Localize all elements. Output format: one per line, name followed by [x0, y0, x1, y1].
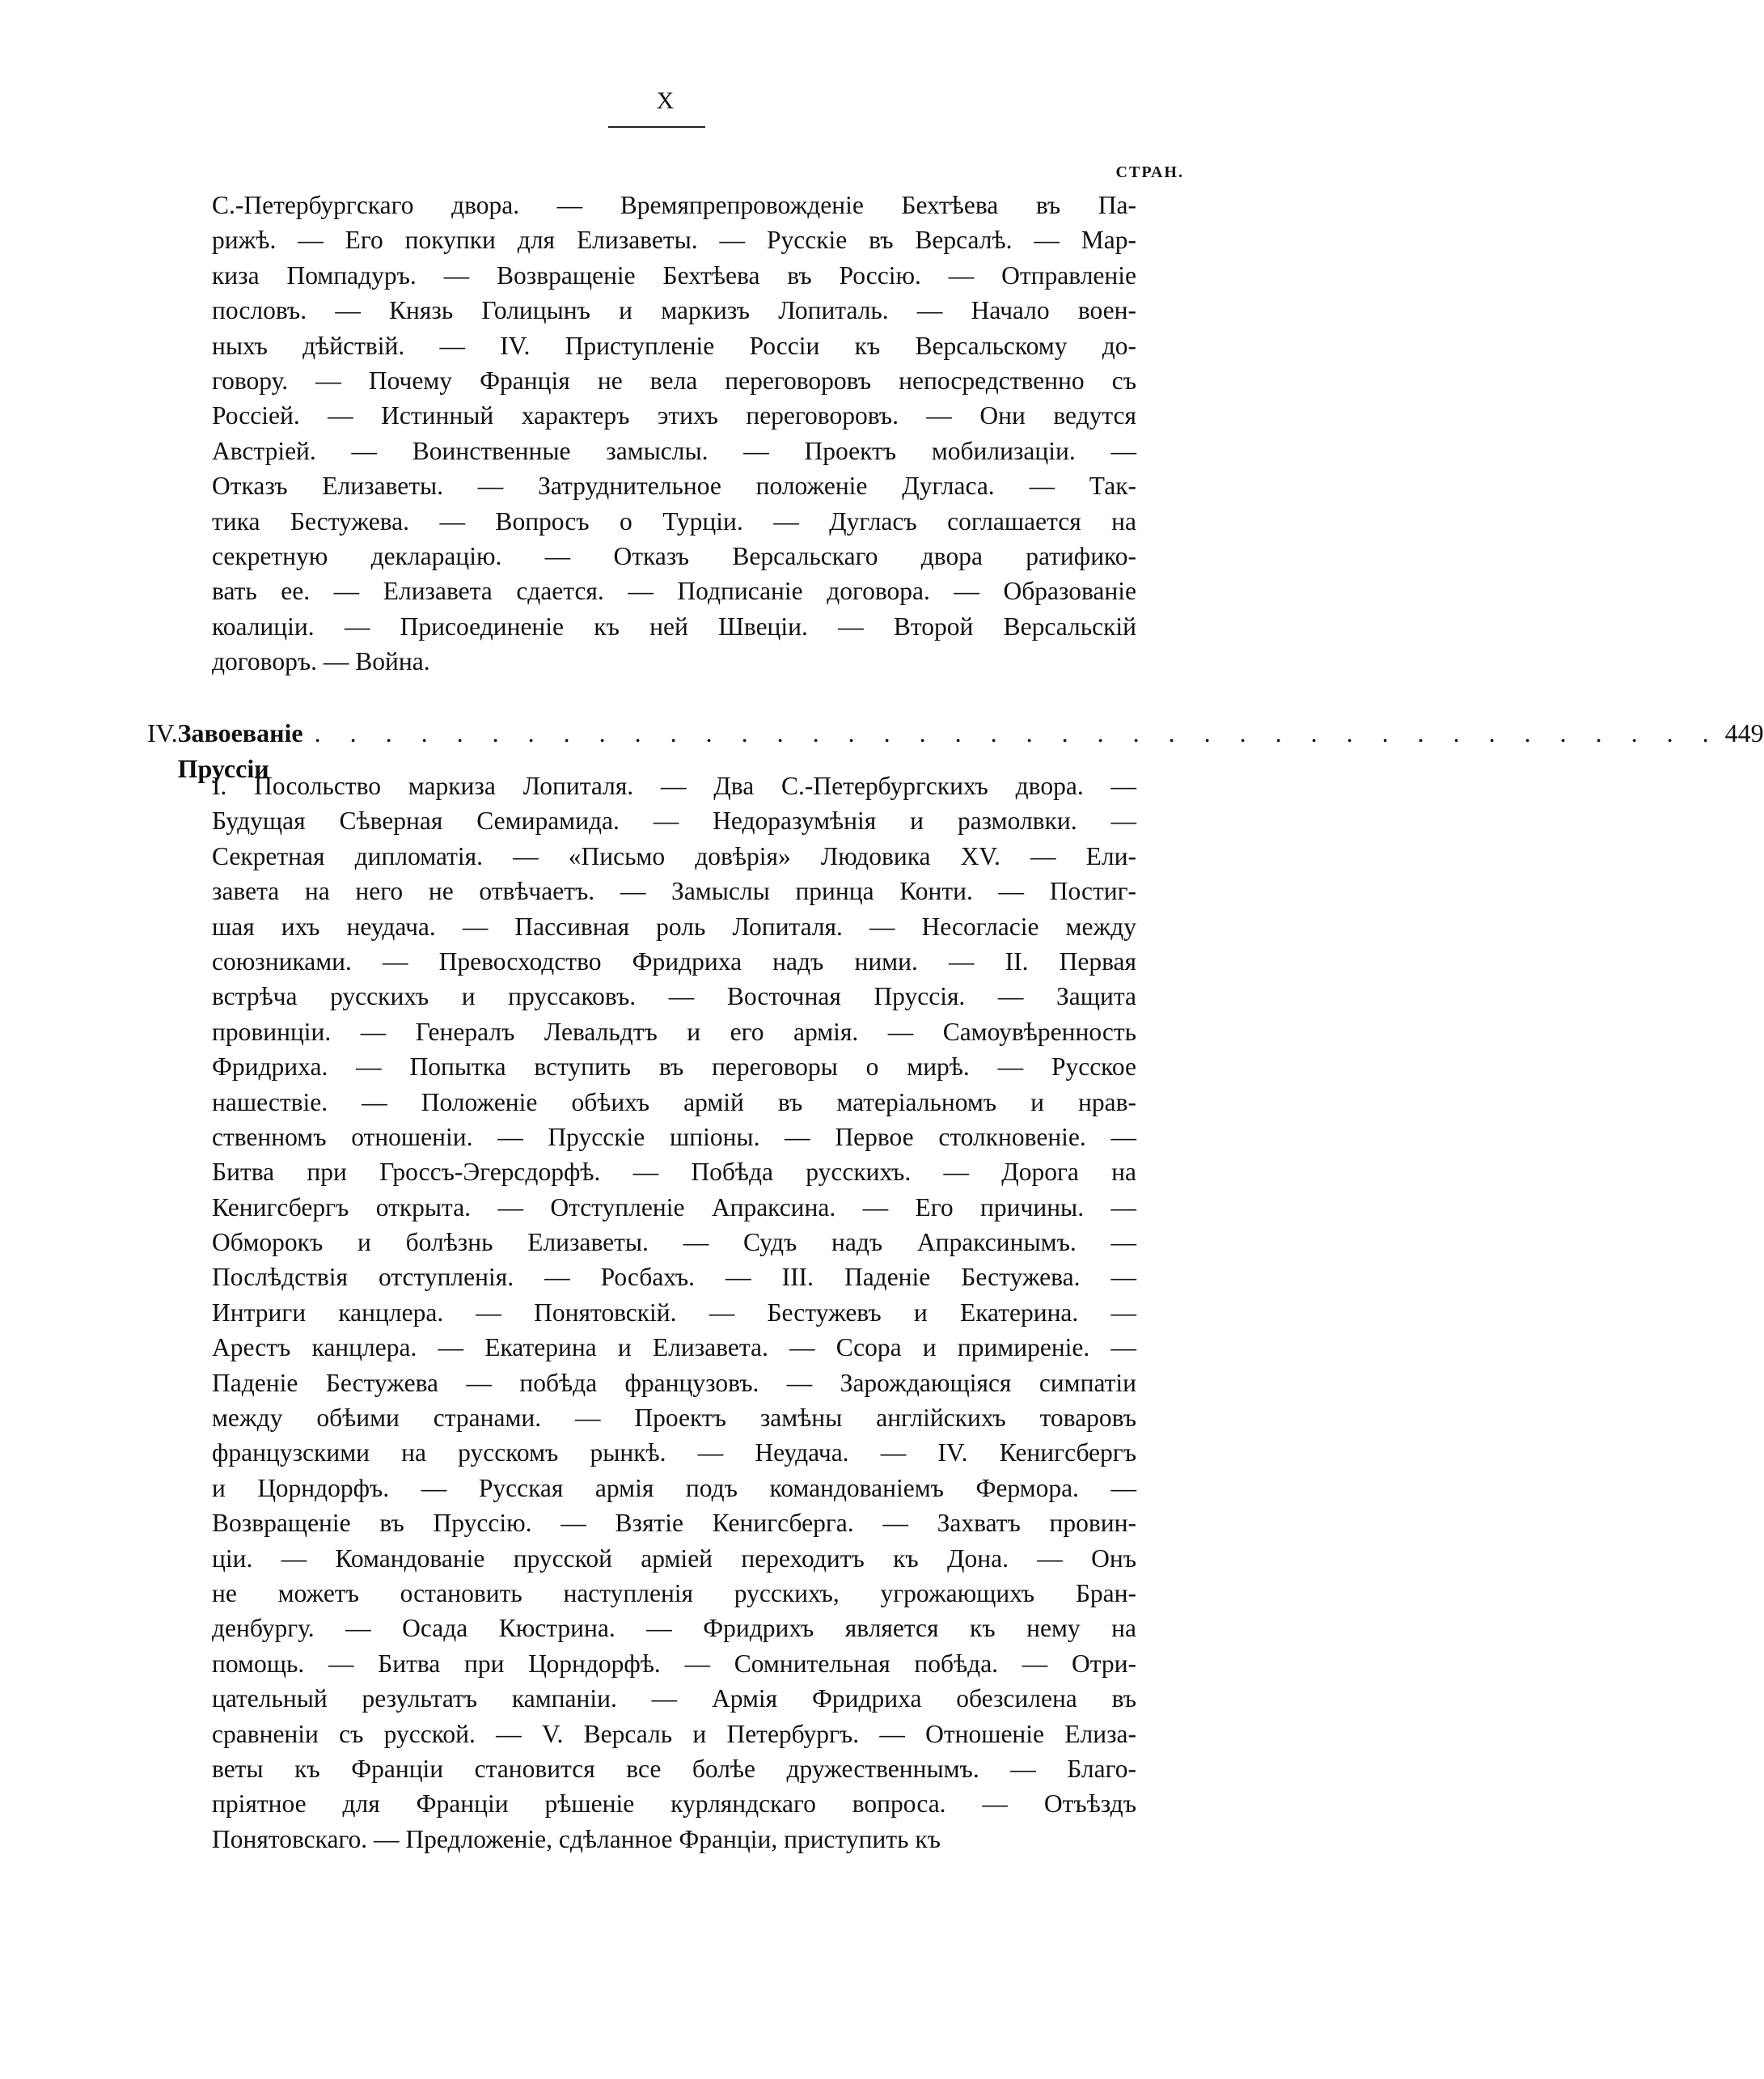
text-line: Кенигсбергъ открыта. — Отступленіе Апраксина. — Его причины. — [212, 1192, 1136, 1222]
text-line: ныхъ дѣйствій. — IV. Приступленіе Россіи къ Версальскому до- [212, 331, 1136, 360]
text-line: провинціи. — Генералъ Левальдтъ и его армія. — Самоувѣренность [212, 1017, 1136, 1046]
text-line: I. Посольство маркиза Лопиталя. — Два С.-Петербургскихъ двора. — [212, 772, 1136, 800]
section-2-summary [212, 769, 1136, 1857]
text-line: договоръ. — Война. [212, 647, 430, 676]
text-line: помощь. — Битва при Цорндорфѣ. — Сомнительная побѣда. — Отри- [212, 1649, 1136, 1678]
text-line: секретную декларацію. — Отказъ Версальскаго двора ратифико- [212, 541, 1136, 570]
text-line: между обѣими странами. — Проектъ замѣны англійскихъ товаровъ [212, 1404, 1136, 1433]
text-line: Отказъ Елизаветы. — Затруднительное положеніе Дугласа. — Так- [212, 472, 1136, 501]
text-line: шая ихъ неудача. — Пассивная роль Лопиталя. — Несогласіе между [212, 912, 1136, 941]
text-line: тика Бестужева. — Вопросъ о Турціи. — Дугласъ соглашается на [212, 506, 1136, 536]
chapter-page: 449 [1724, 718, 1764, 747]
text-line: ственномъ отношеніи. — Прусскіе шпіоны. — Первое столкновеніе. — [212, 1122, 1136, 1151]
text-line: коалиціи. — Присоединеніе къ ней Швеціи. — Второй Версальскій [212, 612, 1136, 641]
text-line: и Цорндорфъ. — Русская армія подъ командованіемъ Фермора. — [212, 1473, 1136, 1502]
text-line: Битва при Гроссъ-Эгерсдорфѣ. — Побѣда русскихъ. — Дорога на [212, 1158, 1136, 1187]
text-line: киза Помпадуръ. — Возвращеніе Бехтѣева въ Россію. — Отправленіе [212, 260, 1136, 290]
text-line: Фридриха. — Попытка вступить въ переговоры о мирѣ. — Русское [212, 1052, 1136, 1082]
text-line: Будущая Сѣверная Семирамида. — Недоразумѣнія и размолвки. — [212, 807, 1136, 836]
text-line: С.-Петербургскаго двора. — Времяпрепровожденіе Бехтѣева въ Па- [212, 191, 1136, 219]
text-line: Россіей. — Истинный характеръ этихъ переговоровъ. — Они ведутся [212, 401, 1136, 430]
leader-dots: . . . . . . . . . . . . . . . . . . . . . . . . . . . . . . . . . . . . . . . . [314, 718, 1720, 747]
header-rule [608, 126, 705, 128]
text-line: Австріей. — Воинственные замыслы. — Проектъ мобилизаціи. — [212, 436, 1136, 465]
chapter-number: IV. [147, 718, 178, 747]
text-line: союзниками. — Превосходство Фридриха надъ ними. — II. Первая [212, 946, 1136, 976]
text-line: веты къ Франціи становится все болѣе дружественнымъ. — Благо- [212, 1754, 1136, 1783]
text-line: Понятовскаго. — Предложеніе, сдѣланное Франціи, приступить къ [212, 1824, 941, 1853]
text-line: рижѣ. — Его покупки для Елизаветы. — Русскіе въ Версалѣ. — Мар- [212, 226, 1136, 255]
section-1-summary [212, 188, 1136, 679]
text-line: Секретная дипломатія. — «Письмо довѣрія» Людовика XV. — Ели- [212, 841, 1136, 870]
text-line: Обморокъ и болѣзнь Елизаветы. — Судъ надъ Апраксинымъ. — [212, 1228, 1136, 1257]
text-line: Послѣдствія отступленія. — Росбахъ. — III. Паденіе Бестужева. — [212, 1263, 1136, 1292]
text-line: сравненіи съ русской. — V. Версаль и Петербургъ. — Отношеніе Елиза- [212, 1719, 1136, 1748]
text-line: встрѣча русскихъ и пруссаковъ. — Восточная Пруссія. — Защита [212, 982, 1136, 1011]
text-line: цательный результатъ кампаніи. — Армія Фридриха обезсилена въ [212, 1684, 1136, 1713]
text-line: вать ее. — Елизавета сдается. — Подписаніе договора. — Образованіе [212, 577, 1136, 606]
text-line: нашествіе. — Положеніе обѣихъ армій въ матеріальномъ и нрав- [212, 1087, 1136, 1116]
text-line: Паденіе Бестужева — побѣда французовъ. — Зарождающіяся симпатіи [212, 1368, 1136, 1397]
text-line: ціи. — Командованіе прусской арміей переходитъ къ Дона. — Онъ [212, 1543, 1136, 1573]
text-line: говору. — Почему Франція не вела переговоровъ непосредственно съ [212, 366, 1136, 395]
chapter-entry[interactable] [147, 715, 1764, 783]
text-line: Возвращеніе въ Пруссію. — Взятіе Кенигсберга. — Захватъ провин- [212, 1509, 1136, 1538]
text-line: пословъ. — Князь Голицынъ и маркизъ Лопиталь. — Начало воен- [212, 296, 1136, 325]
chapter-title: Завоеваніе Пруссіи [177, 718, 303, 783]
page-column-label: СТРАН. [1115, 163, 1184, 181]
text-line: не можетъ остановить наступленія русскихъ, угрожающихъ Бран- [212, 1578, 1136, 1607]
page-number: X [656, 87, 675, 114]
text-line: завета на него не отвѣчаетъ. — Замыслы принца Конти. — Постиг- [212, 877, 1136, 906]
text-line: денбургу. — Осада Кюстрина. — Фридрихъ является къ нему на [212, 1614, 1136, 1643]
text-line: французскими на русскомъ рынкѣ. — Неудача. — IV. Кенигсбергъ [212, 1438, 1136, 1467]
text-line: пріятное для Франціи рѣшеніе курляндскаго вопроса. — Отъѣздъ [212, 1789, 1136, 1819]
text-line: Арестъ канцлера. — Екатерина и Елизавета. — Ссора и примиреніе. — [212, 1333, 1136, 1362]
text-line: Интриги канцлера. — Понятовскій. — Бестужевъ и Екатерина. — [212, 1298, 1136, 1327]
